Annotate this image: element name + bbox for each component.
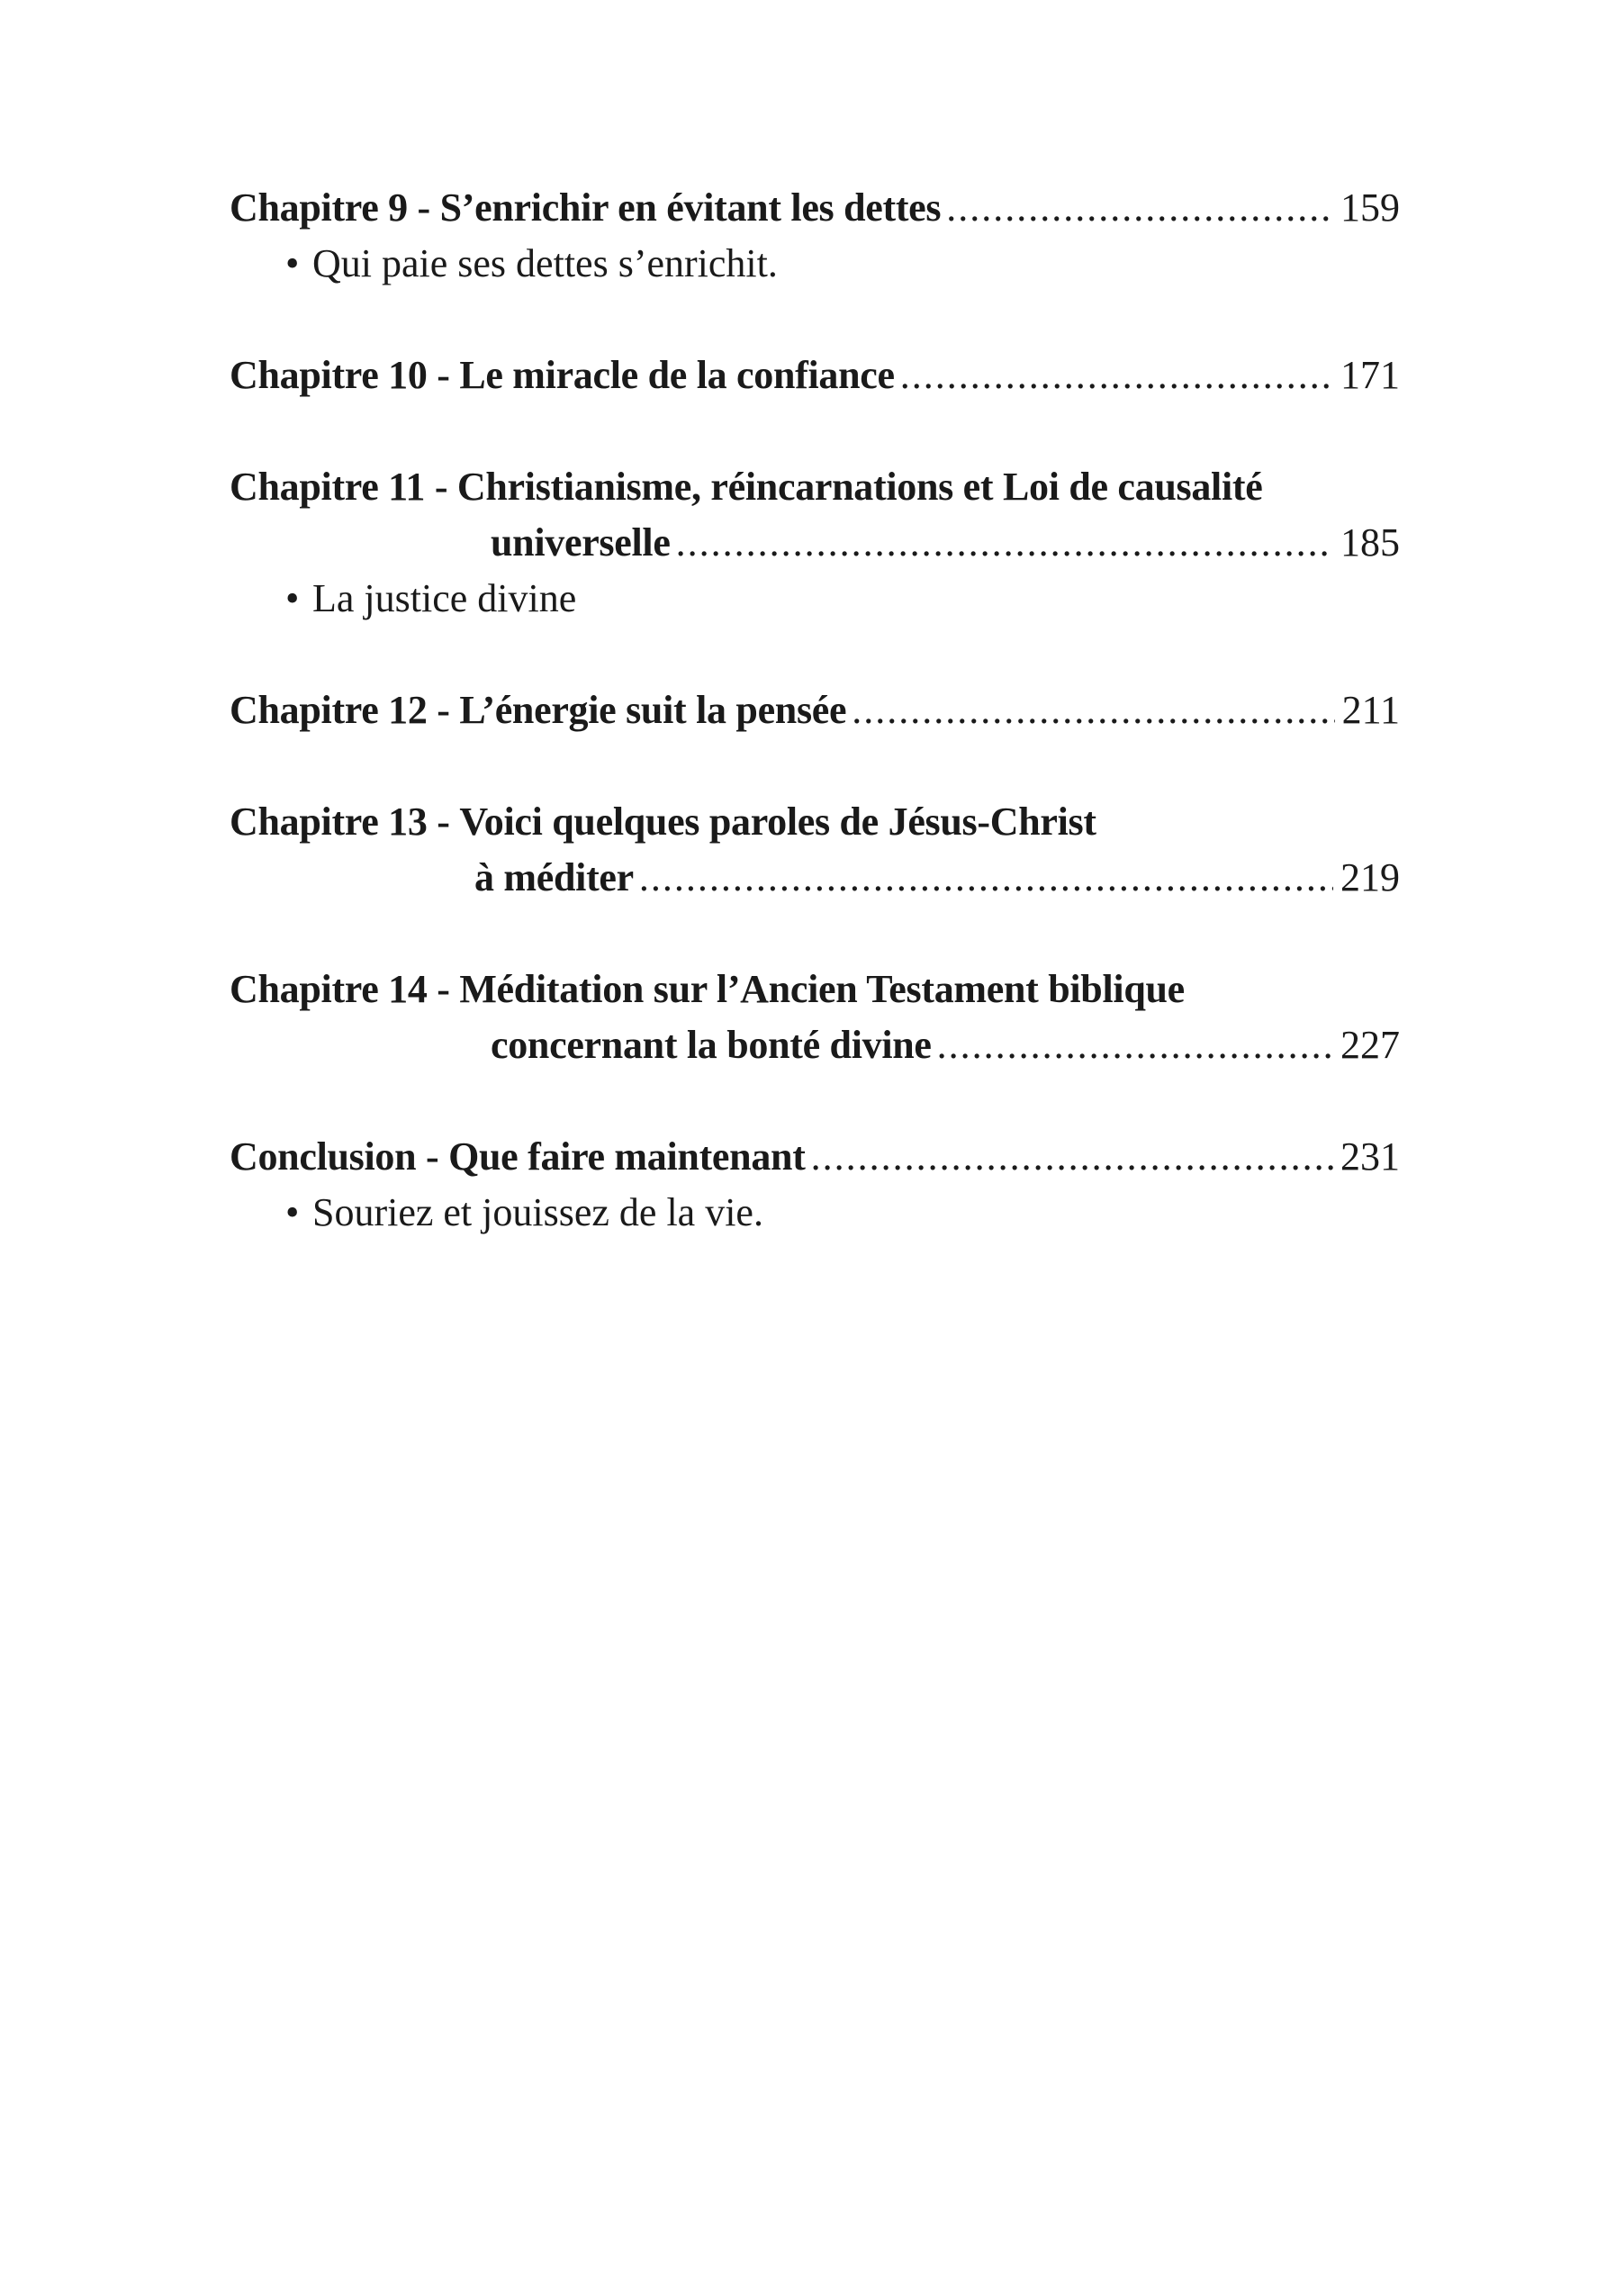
toc-entry-chapitre-11 (230, 459, 1400, 627)
chapter-title: Que faire maintenant (448, 1134, 806, 1179)
chapter-label: Conclusion (230, 1134, 417, 1179)
table-of-contents (230, 180, 1400, 1297)
toc-entry-chapitre-14 (230, 962, 1400, 1073)
bullet-icon: • (285, 576, 300, 620)
bullet-text: La justice divine (312, 576, 577, 620)
chapter-title-line2: concernant la bonté divine (491, 1023, 932, 1067)
page-number: 211 (1341, 688, 1400, 732)
chapter-separator: - (427, 800, 460, 844)
section-bullet (230, 236, 1400, 292)
dot-leader (639, 850, 1333, 906)
toc-line (230, 1129, 1400, 1185)
dot-leader (937, 1017, 1333, 1073)
chapter-title-line1: Voici quelques paroles de Jésus-Christ (459, 800, 1096, 844)
bullet-text: Qui paie ses dettes s’enrichit. (312, 241, 778, 285)
chapter-label: Chapitre 12 (230, 688, 428, 732)
chapter-title-line1: Méditation sur l’Ancien Testament biblique (459, 967, 1185, 1011)
toc-line-continuation (230, 515, 1400, 571)
chapter-separator: - (427, 688, 460, 732)
chapter-title-line1: Christianisme, réincarnations et Loi de causalité (456, 465, 1263, 509)
dot-leader (946, 180, 1333, 236)
toc-entry-chapitre-12 (230, 682, 1400, 738)
chapter-title: L’énergie suit la pensée (459, 688, 847, 732)
section-bullet (230, 1185, 1400, 1241)
toc-entry-chapitre-10 (230, 348, 1400, 403)
dot-leader (811, 1129, 1333, 1185)
section-bullet (230, 571, 1400, 627)
page-number: 159 (1340, 185, 1400, 230)
page-number: 227 (1340, 1023, 1400, 1067)
chapter-separator: - (407, 185, 440, 230)
dot-leader (852, 682, 1334, 738)
bullet-icon: • (285, 241, 300, 285)
dot-leader (676, 515, 1333, 571)
chapter-separator: - (416, 1134, 449, 1179)
chapter-title: Le miracle de la confiance (459, 353, 895, 397)
chapter-label: Chapitre 14 (230, 967, 428, 1011)
chapter-label: Chapitre 9 (230, 185, 408, 230)
toc-entry-chapitre-9 (230, 180, 1400, 292)
toc-line (230, 794, 1400, 850)
chapter-label: Chapitre 10 (230, 353, 428, 397)
page-number: 185 (1340, 520, 1400, 565)
chapter-title-line2: universelle (491, 520, 671, 565)
toc-line (230, 348, 1400, 403)
toc-line (230, 962, 1400, 1017)
chapter-label: Chapitre 13 (230, 800, 428, 844)
chapter-separator: - (425, 465, 457, 509)
page-number: 219 (1340, 855, 1400, 899)
toc-line-continuation (230, 850, 1400, 906)
dot-leader (900, 348, 1333, 403)
toc-entry-conclusion (230, 1129, 1400, 1241)
chapter-title: S’enrichir en évitant les dettes (439, 185, 942, 230)
toc-line (230, 180, 1400, 236)
bullet-text: Souriez et jouissez de la vie. (312, 1190, 763, 1234)
toc-line (230, 682, 1400, 738)
page-number: 231 (1340, 1134, 1400, 1179)
chapter-separator: - (427, 353, 460, 397)
toc-entry-chapitre-13 (230, 794, 1400, 906)
chapter-title-line2: à méditer (474, 855, 634, 899)
chapter-label: Chapitre 11 (230, 465, 426, 509)
page-number: 171 (1340, 353, 1400, 397)
toc-line-continuation (230, 1017, 1400, 1073)
chapter-separator: - (427, 967, 460, 1011)
bullet-icon: • (285, 1190, 300, 1234)
toc-line (230, 459, 1400, 515)
